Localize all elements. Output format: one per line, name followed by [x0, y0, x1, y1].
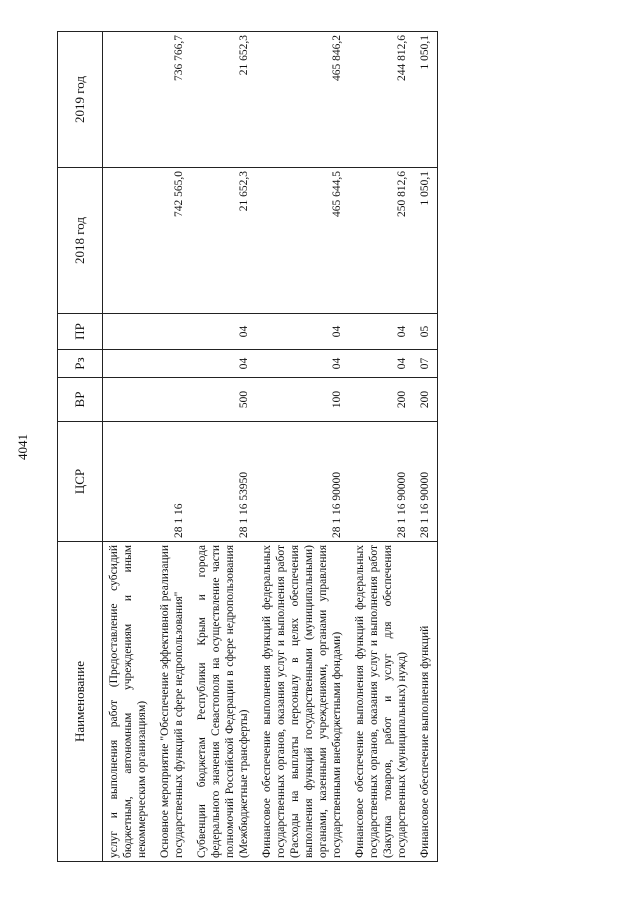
table-row — [349, 32, 414, 862]
row-pr: 04 — [349, 314, 414, 350]
row-name: Финансовое обеспечение выполнения функций федеральных государственных органов, оказания услуг и выполнения работ (Закупка товаров, работ и услуг для обеспечения государственных (муниципальных) нужд) — [349, 542, 414, 862]
row-name: Финансовое обеспечение выполнения функций — [414, 542, 438, 862]
row-vr: 200 — [414, 378, 438, 422]
row-rz — [154, 350, 191, 378]
row-2019: 736 766,7 — [154, 32, 191, 168]
table-body — [103, 32, 438, 862]
table-row — [103, 32, 155, 862]
row-2018: 250 812,6 — [349, 168, 414, 314]
row-pr — [154, 314, 191, 350]
table-header — [58, 32, 103, 862]
header-name: Наименование — [58, 542, 103, 862]
row-csr: 28 1 16 90000 — [349, 422, 414, 542]
row-rz: 04 — [191, 350, 256, 378]
row-name: Основное мероприятие "Обеспечение эффективной реализации государственных функций в сфере недропользования" — [154, 542, 191, 862]
row-2019 — [103, 32, 155, 168]
row-pr: 04 — [191, 314, 256, 350]
row-2018: 742 565,0 — [154, 168, 191, 314]
table-row — [414, 32, 438, 862]
header-2019: 2019 год — [58, 32, 103, 168]
row-vr: 500 — [191, 378, 256, 422]
header-2018: 2018 год — [58, 168, 103, 314]
table-row — [191, 32, 256, 862]
budget-table — [57, 31, 438, 862]
row-2019: 244 812,6 — [349, 32, 414, 168]
row-name: Субвенции бюджетам Республики Крым и города федерального значения Севастополя на осуществление части полномочий Российской Федерации в сфере недропользования (Межбюджетные трансферты) — [191, 542, 256, 862]
row-csr: 28 1 16 90000 — [414, 422, 438, 542]
header-vr: ВР — [58, 378, 103, 422]
row-2018 — [103, 168, 155, 314]
table-row — [154, 32, 191, 862]
row-pr: 05 — [414, 314, 438, 350]
rotated-page — [15, 32, 597, 862]
row-rz: 07 — [414, 350, 438, 378]
row-2019: 1 050,1 — [414, 32, 438, 168]
row-rz: 04 — [256, 350, 349, 378]
row-vr — [103, 378, 155, 422]
row-pr — [103, 314, 155, 350]
row-vr: 100 — [256, 378, 349, 422]
row-name: услуг и выполнения работ (Предоставление субсидий бюджетным, автономным учреждениям и иным некоммерческим организациям) — [103, 542, 155, 862]
row-2019: 465 846,2 — [256, 32, 349, 168]
page-number: 4041 — [15, 434, 30, 460]
row-rz: 04 — [349, 350, 414, 378]
row-csr — [103, 422, 155, 542]
table-row — [256, 32, 349, 862]
row-2019: 21 652,3 — [191, 32, 256, 168]
header-csr: ЦСР — [58, 422, 103, 542]
row-csr: 28 1 16 53950 — [191, 422, 256, 542]
row-rz — [103, 350, 155, 378]
row-2018: 465 644,5 — [256, 168, 349, 314]
header-rz: Рз — [58, 350, 103, 378]
row-vr: 200 — [349, 378, 414, 422]
row-2018: 21 652,3 — [191, 168, 256, 314]
row-csr: 28 1 16 90000 — [256, 422, 349, 542]
row-name: Финансовое обеспечение выполнения функций федеральных государственных органов, оказания услуг и выполнения работ (Расходы на выплаты персоналу в целях обеспечения выполнения функций государственными (муниципальными) органами, казенными учреждениями, органами управления государственными внебюджетными фондами) — [256, 542, 349, 862]
row-pr: 04 — [256, 314, 349, 350]
row-vr — [154, 378, 191, 422]
row-2018: 1 050,1 — [414, 168, 438, 314]
row-csr: 28 1 16 — [154, 422, 191, 542]
header-pr: ПР — [58, 314, 103, 350]
